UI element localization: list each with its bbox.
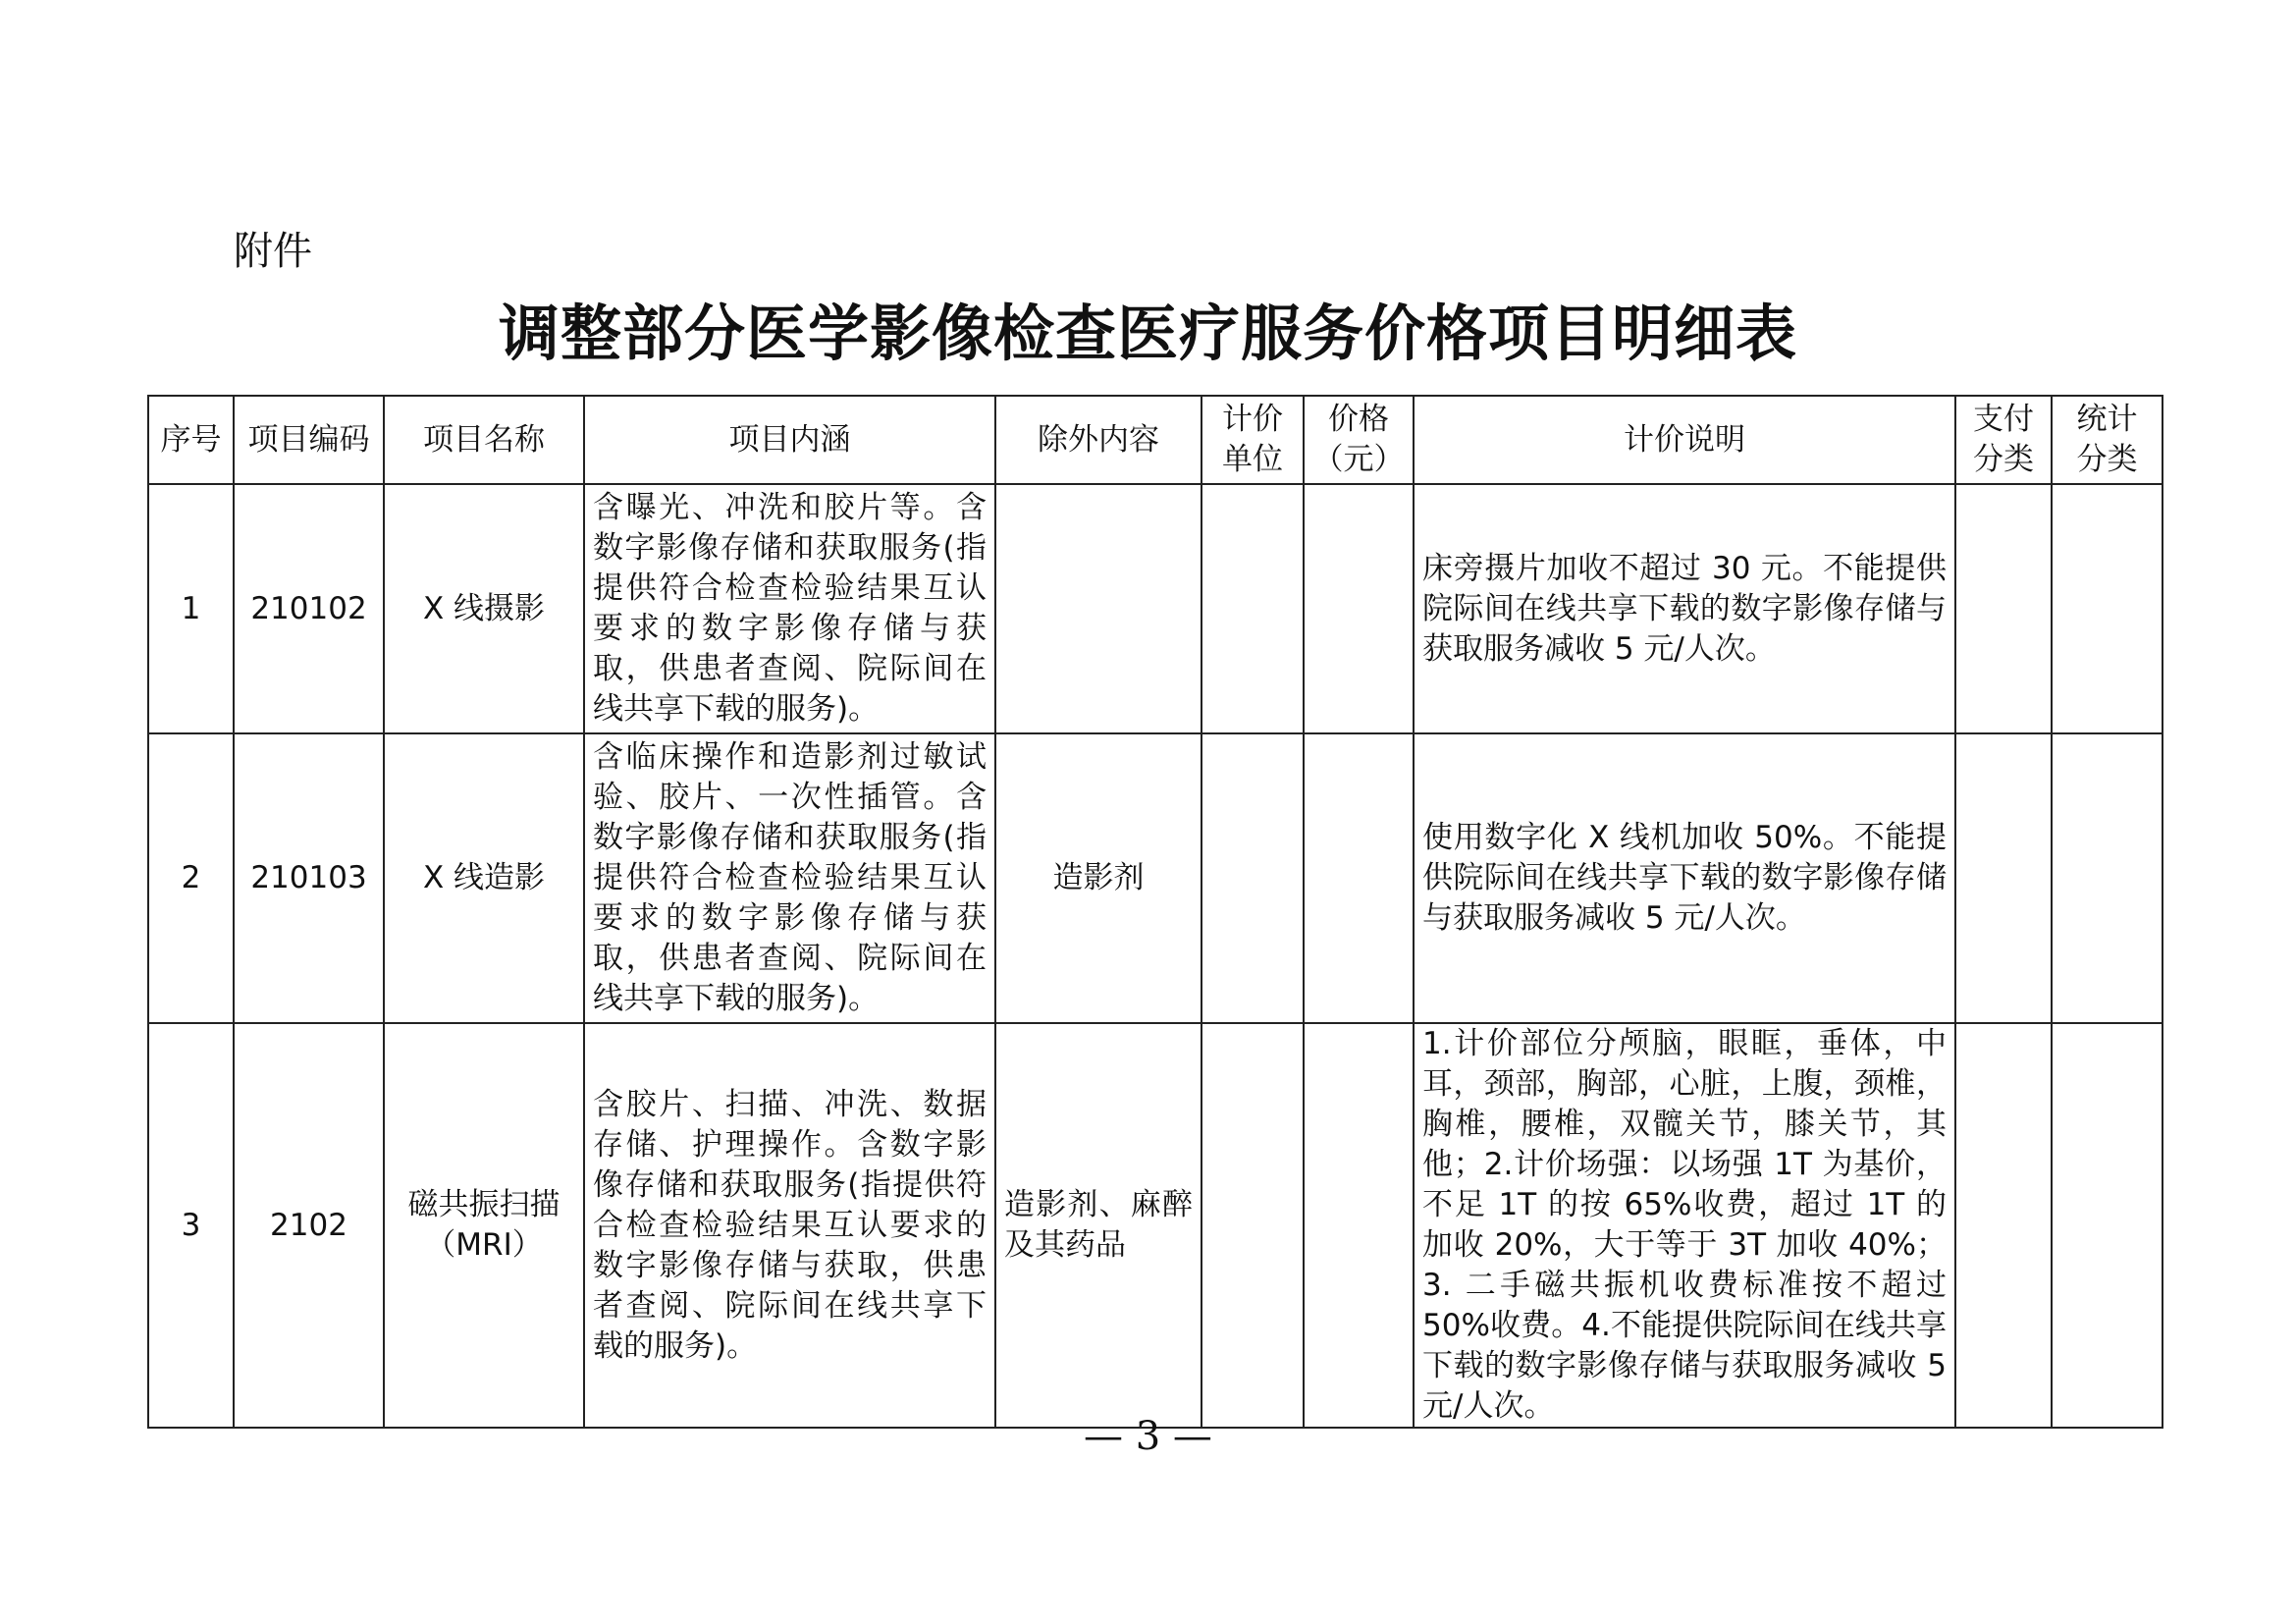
cell-statistic-category [2052, 484, 2163, 733]
page-number: — 3 — [1084, 1414, 1212, 1459]
table-header-row [148, 396, 2163, 484]
table-row [148, 484, 2163, 733]
cell-code: 210102 [234, 484, 384, 733]
cell-no: 1 [148, 484, 234, 733]
cell-code: 210103 [234, 733, 384, 1023]
header-code: 项目编码 [234, 396, 384, 484]
header-note: 计价说明 [1414, 396, 1955, 484]
cell-note: 床旁摄片加收不超过 30 元。不能提供院际间在线共享下载的数字影像存储与获取服务减收 5 元/人次。 [1414, 484, 1955, 733]
header-content: 项目内涵 [584, 396, 995, 484]
header-statistic-category: 统计 分类 [2052, 396, 2163, 484]
header-exclusion: 除外内容 [995, 396, 1201, 484]
cell-no: 2 [148, 733, 234, 1023]
cell-exclusion: 造影剂 [995, 733, 1201, 1023]
cell-note: 使用数字化 X 线机加收 50%。不能提供院际间在线共享下载的数字影像存储与获取服务减收 5 元/人次。 [1414, 733, 1955, 1023]
table-row [148, 1023, 2163, 1428]
cell-exclusion [995, 484, 1201, 733]
cell-content: 含临床操作和造影剂过敏试验、胶片、一次性插管。含数字影像存储和获取服务(指提供符合检查检验结果互认要求的数字影像存储与获取，供患者查阅、院际间在线共享下载的服务)。 [584, 733, 995, 1023]
header-name: 项目名称 [384, 396, 584, 484]
header-no: 序号 [148, 396, 234, 484]
cell-code: 2102 [234, 1023, 384, 1428]
cell-exclusion: 造影剂、麻醉及其药品 [995, 1023, 1201, 1428]
cell-unit [1201, 484, 1304, 733]
page-title: 调整部分医学影像检查医疗服务价格项目明细表 [498, 298, 1797, 369]
price-detail-table [147, 395, 2163, 1429]
cell-content: 含胶片、扫描、冲洗、数据存储、护理操作。含数字影像存储和获取服务(指提供符合检查检验结果互认要求的数字影像存储与获取，供患者查阅、院际间在线共享下载的服务)。 [584, 1023, 995, 1428]
cell-payment-category [1955, 484, 2052, 733]
cell-payment-category [1955, 1023, 2052, 1428]
cell-statistic-category [2052, 1023, 2163, 1428]
header-payment-category: 支付 分类 [1955, 396, 2052, 484]
cell-name: X 线造影 [384, 733, 584, 1023]
cell-note: 1.计价部位分颅脑，眼眶，垂体，中耳，颈部，胸部，心脏，上腹，颈椎，胸椎，腰椎，双髋关节，膝关节，其他；2.计价场强：以场强 1T 为基价，不足 1T 的按 65%收费，超过 1T 的加收 20%，大于等于 3T 加收 40%；3. 二手磁共振机收费标准按不超过 50%收费。4.不能提供院际间在线共享下载的数字影像存储与获取服务减收 5 元/人次。 [1414, 1023, 1955, 1428]
header-price: 价格 （元） [1304, 396, 1414, 484]
cell-price [1304, 484, 1414, 733]
cell-statistic-category [2052, 733, 2163, 1023]
header-unit: 计价 单位 [1201, 396, 1304, 484]
cell-payment-category [1955, 733, 2052, 1023]
cell-content: 含曝光、冲洗和胶片等。含数字影像存储和获取服务(指提供符合检查检验结果互认要求的数字影像存储与获取，供患者查阅、院际间在线共享下载的服务)。 [584, 484, 995, 733]
attachment-label: 附件 [234, 229, 312, 274]
cell-unit [1201, 1023, 1304, 1428]
table-row [148, 733, 2163, 1023]
cell-no: 3 [148, 1023, 234, 1428]
cell-name: X 线摄影 [384, 484, 584, 733]
cell-unit [1201, 733, 1304, 1023]
cell-price [1304, 733, 1414, 1023]
cell-name: 磁共振扫描 （MRI） [384, 1023, 584, 1428]
cell-price [1304, 1023, 1414, 1428]
